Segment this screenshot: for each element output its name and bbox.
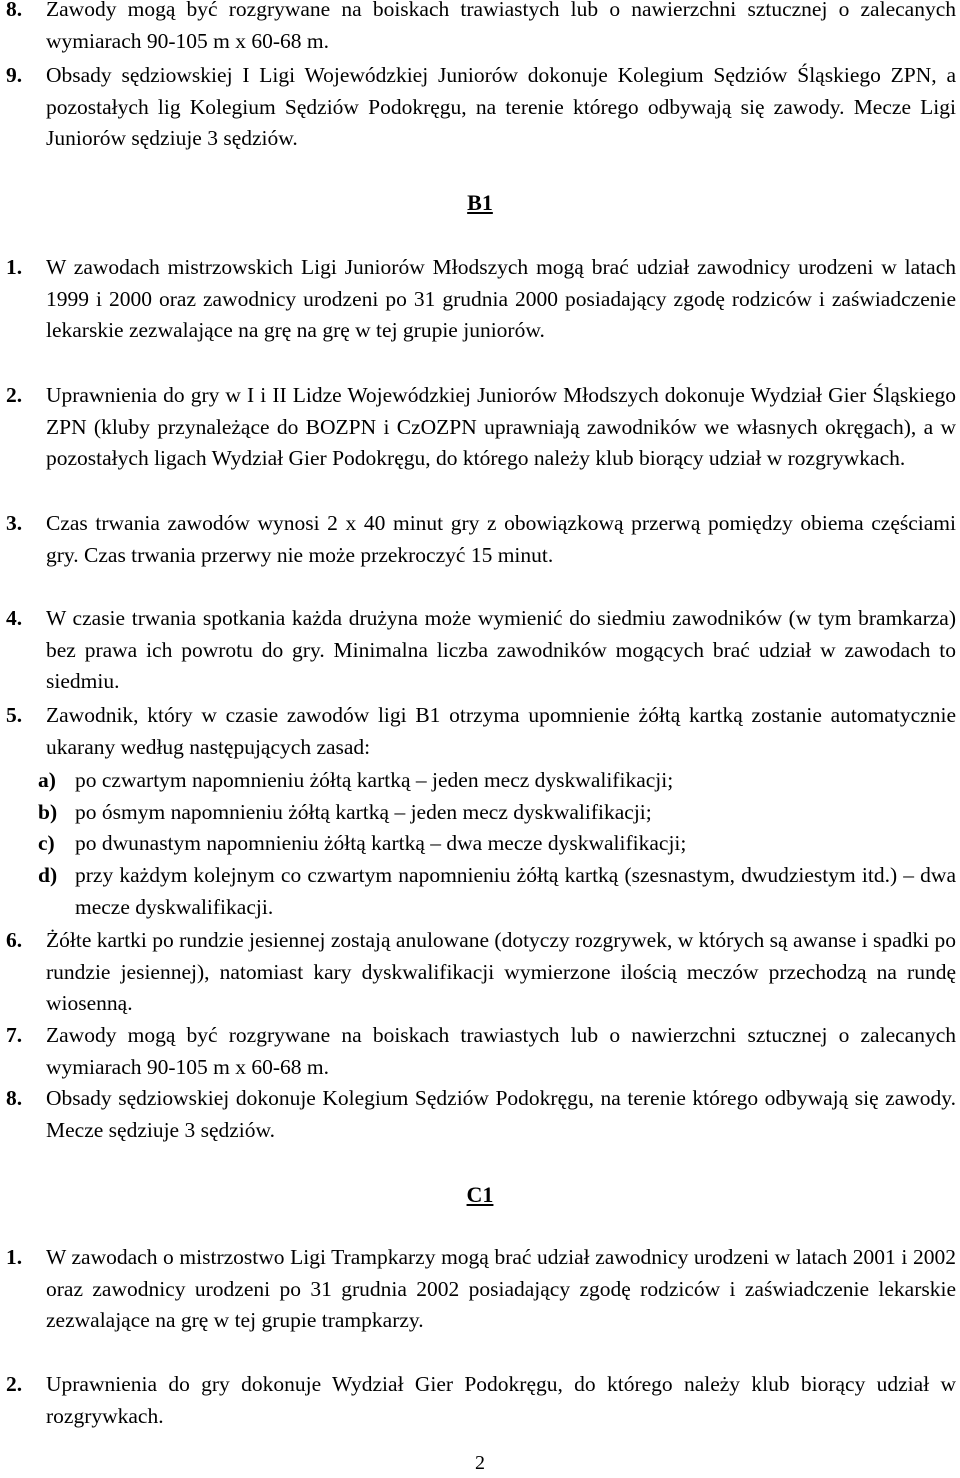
rule-b1-3 <box>6 508 956 571</box>
rule-text: Zawody mogą być rozgrywane na boiskach trawiastych lub o nawierzchni sztucznej o zalecanych wymiarach 90-105 m x 60-68 m. <box>46 0 956 53</box>
rule-text: W zawodach mistrzowskich Ligi Juniorów Młodszych mogą brać udział zawodnicy urodzeni w latach 1999 i 2000 oraz zawodnicy urodzeni po 31 grudnia 2000 posiadający zgodę rodziców i zaświadczenie lekarskie zezwalające na grę na grę w tej grupie juniorów. <box>46 255 956 343</box>
rule-b1-4 <box>6 603 956 698</box>
subrule-text: przy każdym kolejnym co czwartym napomnieniu żółtą kartką (szesnastym, dwudziestym itd.) – dwa mecze dyskwalifikacji. <box>75 863 956 919</box>
rule-text: Uprawnienia do gry w I i II Lidze Wojewódzkiej Juniorów Młodszych dokonuje Wydział Gier Śląskiego ZPN (kluby przynależące do BOZPN i CzOZPN uprawniają zawodników we własnych okręgach), a w pozostałych ligach Wydział Gier Podokręgu, do którego należy klub biorący udział w rozgrywkach. <box>46 383 956 471</box>
rule-number: 1. <box>6 1245 23 1269</box>
rule-number: 7. <box>6 1023 23 1047</box>
rule-text: Obsady sędziowskiej I Ligi Wojewódzkiej Juniorów dokonuje Kolegium Sędziów Śląskiego ZPN, a pozostałych lig Kolegium Sędziów Podokręgu, na terenie którego odbywają się zawody. Mecze Ligi Juniorów sędziuje 3 sędziów. <box>46 63 956 151</box>
rule-b1-8 <box>6 1083 956 1146</box>
rule-text: Zawodnik, który w czasie zawodów ligi B1 otrzyma upomnienie żółtą kartką zostanie automatycznie ukarany według następujących zasad: <box>46 703 956 759</box>
subrule-text: po ósmym napomnieniu żółtą kartką – jeden mecz dyskwalifikacji; <box>75 800 652 824</box>
rule-c1-1 <box>6 1242 956 1337</box>
rule-number: 9. <box>6 63 23 87</box>
rule-number: 1. <box>6 255 23 279</box>
rule-c1-2 <box>6 1369 956 1432</box>
rule-text: Obsady sędziowskiej dokonuje Kolegium Sędziów Podokręgu, na terenie którego odbywają się zawody. Mecze sędziuje 3 sędziów. <box>46 1086 956 1142</box>
rule-number: 4. <box>6 606 23 630</box>
rule-b1-1 <box>6 252 956 347</box>
subrule-text: po dwunastym napomnieniu żółtą kartką – dwa mecze dyskwalifikacji; <box>75 831 687 855</box>
rule-a-8 <box>6 0 956 57</box>
rule-number: 2. <box>6 1372 23 1396</box>
rule-b1-7 <box>6 1020 956 1083</box>
subrule-a <box>38 765 956 797</box>
rule-text: Zawody mogą być rozgrywane na boiskach trawiastych lub o nawierzchni sztucznej o zalecanych wymiarach 90-105 m x 60-68 m. <box>46 1023 956 1079</box>
rule-b1-2 <box>6 380 956 475</box>
subrule-d <box>38 860 956 923</box>
subrule-b <box>38 797 956 829</box>
page-number: 2 <box>475 1452 485 1474</box>
subrule-letter: b) <box>38 800 58 824</box>
section-heading-c1: C1 <box>466 1182 494 1207</box>
subrule-text: po czwartym napomnieniu żółtą kartką – jeden mecz dyskwalifikacji; <box>75 768 674 792</box>
subrule-c <box>38 828 956 860</box>
rule-text: Żółte kartki po rundzie jesiennej zostają anulowane (dotyczy rozgrywek, w których są awanse i spadki po rundzie jesiennej), natomiast kary dyskwalifikacji wymierzone ilością meczów przechodzą na rundę wiosenną. <box>46 928 956 1016</box>
rule-text: W czasie trwania spotkania każda drużyna może wymienić do siedmiu zawodników (w tym bramkarza) bez prawa ich powrotu do gry. Minimalna liczba zawodników mogących brać udział w zawodach to siedmiu. <box>46 606 956 694</box>
rule-number: 2. <box>6 383 23 407</box>
rule-a-9 <box>6 60 956 155</box>
rule-text: Czas trwania zawodów wynosi 2 x 40 minut gry z obowiązkową przerwą pomiędzy obiema częściami gry. Czas trwania przerwy nie może przekroczyć 15 minut. <box>46 511 956 567</box>
subrule-letter: a) <box>38 768 56 792</box>
rule-number: 3. <box>6 511 23 535</box>
rule-number: 8. <box>6 1086 23 1110</box>
subrule-letter: c) <box>38 831 55 855</box>
rule-b1-6 <box>6 925 956 1020</box>
rule-number: 5. <box>6 703 23 727</box>
subrule-letter: d) <box>38 863 58 887</box>
rule-number: 6. <box>6 928 23 952</box>
rule-b1-5 <box>6 700 956 763</box>
rule-number: 8. <box>6 0 23 21</box>
rule-text: W zawodach o mistrzostwo Ligi Trampkarzy mogą brać udział zawodnicy urodzeni w latach 2001 i 2002 oraz zawodnicy urodzeni po 31 grudnia 2002 posiadający zgodę rodziców i zaświadczenie lekarskie zezwalające na grę w tej grupie trampkarzy. <box>46 1245 956 1333</box>
rule-text: Uprawnienia do gry dokonuje Wydział Gier Podokręgu, do którego należy klub biorący udział w rozgrywkach. <box>46 1372 956 1428</box>
section-heading-b1: B1 <box>467 190 493 215</box>
